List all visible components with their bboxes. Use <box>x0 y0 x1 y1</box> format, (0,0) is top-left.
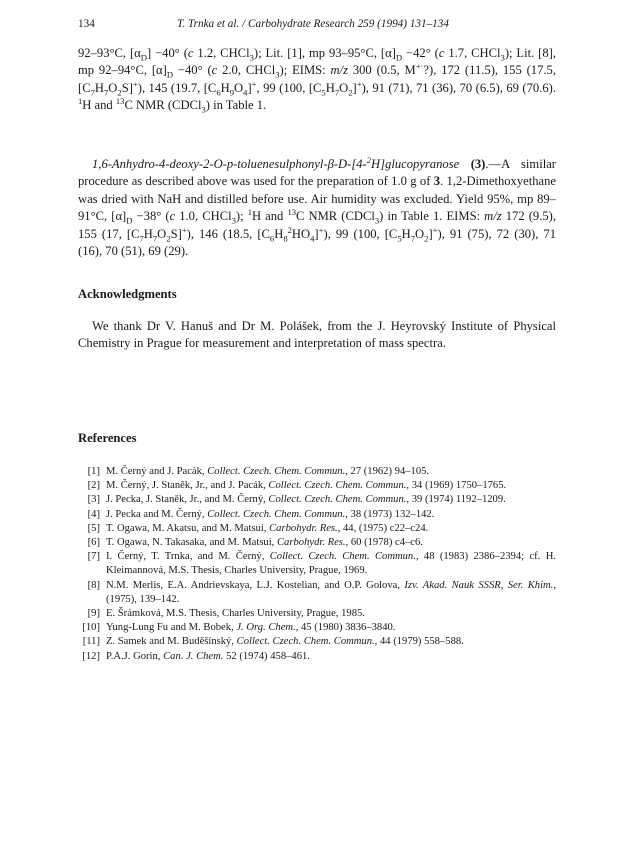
references-heading: References <box>78 431 137 445</box>
reference-item: [5] T. Ogawa, M. Akatsu, and M. Matsui, Carbohydr. Res., 44, (1975) c22–c24. <box>87 522 429 534</box>
running-title: T. Trnka et al. / Carbohydrate Research 259 (1994) 131–134 <box>177 18 449 30</box>
compound-3-paragraph: 1,6-Anhydro-4-deoxy-2-O-p-toluenesulphonyl-β-D-[4-$^2$H]glucopyranose (3).—A similar procedure as described above was used for the preparation of 1.0 g of 3. 1,2-Dimethoxyethane was dried with NaH and distilled before use. Air humidity was excluded. Yield 95%, mp 89–91°C, $[\alpha]_D -38^\circ$ (c 1.0, CHCl$_3$); $^1$H and $^{13}$C NMR (CDCl$_3$) in Table 1. EIMS: m/z 172 (9.5), 155 (17, $[C_7H_7O_2S]^+$), 146 (18.5, $[C_6H_8^2HO_4]^+$), 99 (100, $[C_5H_7O_2]^+$), 91 (75), 72 (30), 71 (16), 70 (51), 69 (29). <box>78 154 557 259</box>
reference-item: [3] J. Pecka, J. Staněk, Jr., and M. Černý, Collect. Czech. Chem. Commun., 39 (1974) 1192–1209. <box>87 494 506 506</box>
acknowledgments-text: We thank Dr V. Hanuš and Dr M. Polášek, from the J. Heyrovský Institute of Physical Chemistry in Prague for measurement and interpretation of mass spectra. <box>78 319 556 351</box>
reference-item: [1] M. Černý and J. Pacák, Collect. Czech. Chem. Commun., 27 (1962) 94–105. <box>87 466 430 477</box>
reference-item: [11] Z. Samek and M. Buděšínský, Collect. Czech. Chem. Commun., 44 (1979) 558–588. <box>82 636 464 648</box>
reference-item: [10] Yung-Lung Fu and M. Bobek, J. Org. Chem., 45 (1980) 3836–3840. <box>82 622 396 634</box>
reference-item: [4] J. Pecka and M. Černý, Collect. Czech. Chem. Commun., 38 (1973) 132–142. <box>87 508 435 520</box>
reference-item: [8] N.M. Merlis, E.A. Andrievskaya, L.J. Kostelian, and O.P. Golova, Izv. Akad. Nauk SSSR, Ser. Khim., (1975), 139–142. <box>87 579 556 605</box>
continuation-paragraph: 92–93°C, $[\alpha_D] -40^\circ$ (c 1.2, CHCl$_3$); Lit. [1], mp 93–95°C, $[\alpha]_D -42^\circ$ (c 1.7, CHCl$_3$); Lit. [8], mp 92–94°C, $[\alpha]_D -40^\circ$ (c 2.0, CHCl$_3$); EIMS: m/z 300 (0.5, M+·?), 172 (11.5), 155 (17.5, $[C_7H_7O_2S]^+$), 145 (19.7, $[C_6H_9O_4]^+$, 99 (100, $[C_5H_7O_2]^+$), 91 (71), 71 (36), 70 (6.5), 69 (70.6). $^1$H and $^{13}$C NMR (CDCl$_3$) in Table 1. <box>78 46 557 115</box>
page-header <box>70 18 556 34</box>
reference-item: [6] T. Ogawa, N. Takasaka, and M. Matsui, Carbohydr. Res., 60 (1978) c4–c6. <box>87 537 423 549</box>
page-number: 134 <box>78 18 95 30</box>
reference-item: [12] P.A.J. Gorin, Can. J. Chem. 52 (1974) 458–461. <box>82 650 310 662</box>
acknowledgments-heading: Acknowledgments <box>78 287 177 301</box>
reference-item: [7] I. Černý, T. Trnka, and M. Černý, Collect. Czech. Chem. Commun., 48 (1983) 2386–2394; cf. H. Kleimannová, M.S. Thesis, Charles University, Prague, 1969. <box>87 551 556 577</box>
reference-list <box>78 465 556 664</box>
compound-number: (3) <box>470 157 486 171</box>
reference-item: [9] E. Šrámková, M.S. Thesis, Charles University, Prague, 1985. <box>87 608 365 620</box>
reference-item: [2] M. Černý, J. Staněk, Jr., and J. Pacák, Collect. Czech. Chem. Commun., 34 (1969) 1750–1765. <box>87 480 507 492</box>
compound-name: 1,6-Anhydro-4-deoxy-2-O-p-toluenesulphonyl-β-D-[4-$^2$H]glucopyranose <box>92 154 460 171</box>
